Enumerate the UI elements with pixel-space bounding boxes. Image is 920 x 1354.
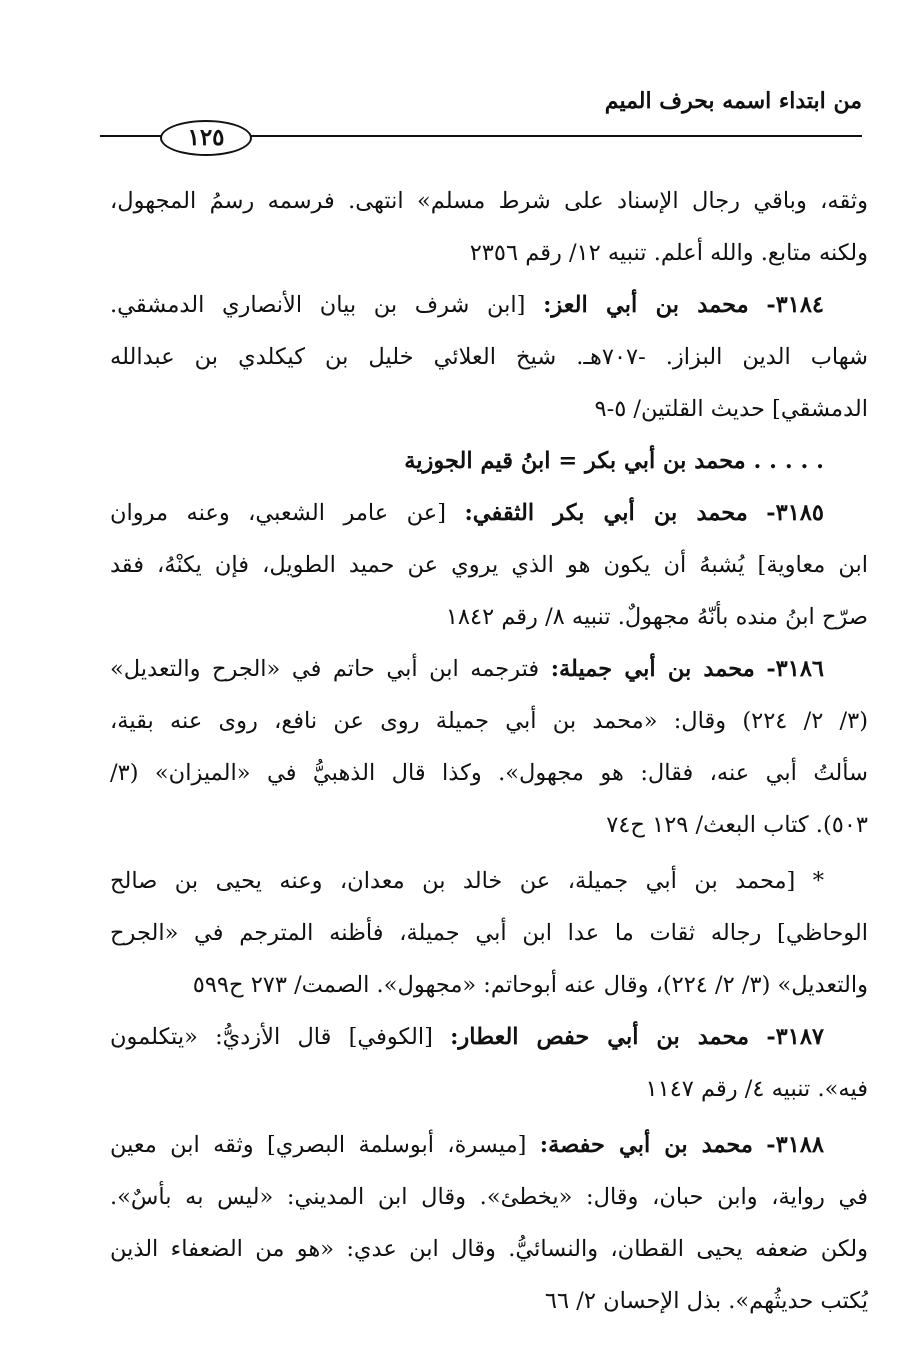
text-line: ٥٠٣). كتاب البعث/ ١٢٩ ح٧٤ [606, 812, 868, 838]
entry-3185 [110, 487, 868, 643]
entry-name: محمد بن أبي حفص العطار: [450, 1024, 750, 1050]
text-line: وثقه، وباقي رجال الإسناد على شرط مسلم» انتهى. فرسمه رسمُ المجهول، [110, 188, 868, 214]
entry-first-line [110, 279, 868, 331]
page-body [110, 175, 868, 1327]
text-line: (٣/ ٢/ ٢٢٤) وقال: «محمد بن أبي جميلة روى عن نافع، روى عنه بقية، [110, 708, 868, 734]
entry-number: ٣١٨٨- [766, 1132, 824, 1158]
entry-first-line [110, 1011, 868, 1063]
text-line: فترجمه ابن أبي حاتم في «الجرح والتعديل» [110, 656, 540, 682]
text-line: ابن معاوية] يُشبهُ أن يكون هو الذي يروي عن حميد الطويل، فإن يكنْهُ، فقد [110, 552, 868, 578]
text-line: سألتُ أبي عنه، فقال: هو مجهول». وكذا قال الذهبيُّ في «الميزان» (٣/ [110, 760, 868, 786]
entry-first-line [110, 643, 868, 695]
entry-number: ٣١٨٤- [766, 292, 825, 318]
text-line: الدمشقي] حديث القلتين/ ٥-٩ [594, 396, 868, 422]
entry-name: محمد بن أبي حفصة: [539, 1132, 753, 1158]
text-line: [عن عامر الشعبي، وعنه مروان [110, 500, 446, 526]
text-line: شهاب الدين البزاز. -٧٠٧هـ. شيخ العلائي خليل بن كيكلدي بن عبدالله [110, 344, 868, 370]
entry-continuation [110, 175, 868, 279]
text-line: [ابن شرف بن بيان الأنصاري الدمشقي. [110, 292, 526, 318]
entry-name: محمد بن أبي بكر الثقفي: [464, 500, 748, 526]
entry-3186 [110, 643, 868, 851]
cross-reference [110, 435, 868, 487]
entry-3188 [110, 1119, 868, 1327]
text-line: * [محمد بن أبي جميلة، عن خالد بن معدان، وعنه يحيى بن صالح [110, 868, 824, 894]
text-line: في رواية، وابن حبان، وقال: «يخطئ». وقال ابن المديني: «ليس به بأسٌ». [110, 1184, 868, 1210]
entry-first-line [110, 487, 868, 539]
entry-number: ٣١٨٥- [766, 500, 824, 526]
text-line: [الكوفي] قال الأزديُّ: «يتكلمون [110, 1024, 433, 1050]
text-line: [ميسرة، أبوسلمة البصري] وثقه ابن معين [110, 1132, 527, 1158]
entry-name: محمد بن أبي العز: [543, 292, 749, 318]
entry-first-line [110, 1119, 868, 1171]
text-line: فيه». تنبيه ٤/ رقم ١١٤٧ [645, 1076, 868, 1102]
cross-reference-line: . . . . . محمد بن أبي بكر = ابنُ قيم الجوزية [404, 448, 824, 474]
entry-star [110, 855, 868, 1011]
running-title: من ابتداء اسمه بحرف الميم [604, 88, 862, 114]
text-line: الوحاظي] رجاله ثقات ما عدا ابن أبي جميلة، فأظنه المترجم في «الجرح [110, 920, 868, 946]
text-line: يُكتب حديثُهم». بذل الإحسان ٢/ ٦٦ [544, 1288, 868, 1314]
text-line: ولكنه متابع. والله أعلم. تنبيه ١٢/ رقم ٢٣٥٦ [469, 240, 868, 266]
text-line: صرّح ابنُ منده بأنّهُ مجهولٌ. تنبيه ٨/ رقم ١٨٤٢ [445, 604, 868, 630]
page-number: ١٢٥ [160, 120, 252, 156]
text-line: ولكن ضعفه يحيى القطان، والنسائيُّ. وقال ابن عدي: «هو من الضعفاء الذين [110, 1236, 868, 1262]
text-line: والتعديل» (٣/ ٢/ ٢٢٤)، وقال عنه أبوحاتم: «مجهول». الصمت/ ٢٧٣ ح٥٩٩ [192, 972, 868, 998]
entry-number: ٣١٨٦- [766, 656, 824, 682]
entry-name: محمد بن أبي جميلة: [550, 656, 755, 682]
entry-number: ٣١٨٧- [766, 1024, 825, 1050]
entry-3184 [110, 279, 868, 435]
entry-3187 [110, 1011, 868, 1115]
